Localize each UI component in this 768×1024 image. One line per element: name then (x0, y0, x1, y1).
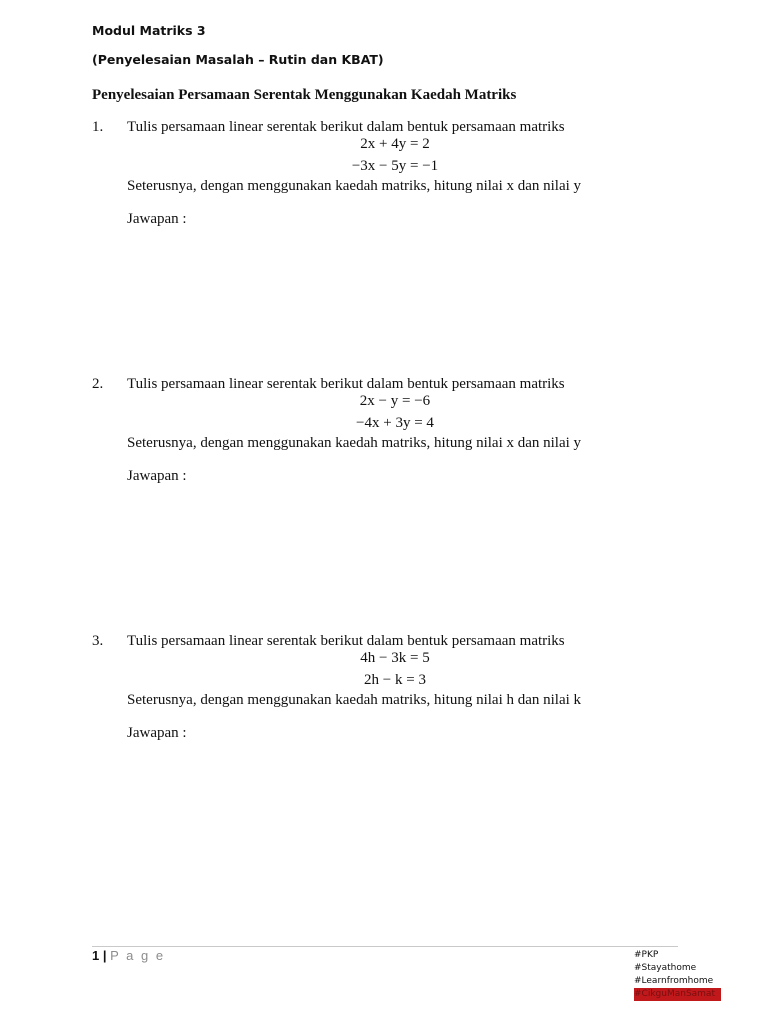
page-separator: | (102, 948, 107, 963)
question-followup: Seterusnya, dengan menggunakan kaedah matriks, hitung nilai x dan nilai y (127, 435, 582, 451)
hashtag: #PKP (634, 950, 659, 960)
equation-1: 2x − y = −6 (359, 393, 431, 409)
hashtag-list (634, 949, 721, 1001)
question-followup: Seterusnya, dengan menggunakan kaedah matriks, hitung nilai x dan nilai y (127, 178, 582, 194)
equation-2: −4x + 3y = 4 (356, 415, 434, 431)
question-number: 3. (92, 633, 104, 649)
answer-label: Jawapan : (127, 468, 187, 484)
module-subtitle: (Penyelesaian Masalah – Rutin dan KBAT) (92, 52, 384, 67)
hashtag: #Stayathome (634, 963, 697, 973)
equation-2: −3x − 5y = −1 (351, 158, 439, 174)
section-title: Penyelesaian Persamaan Serentak Menggunakan Kaedah Matriks (92, 87, 517, 103)
answer-label: Jawapan : (127, 211, 187, 227)
question-followup: Seterusnya, dengan menggunakan kaedah matriks, hitung nilai h dan nilai k (127, 692, 582, 708)
hashtag: #Learnfromhome (634, 976, 714, 986)
equation-1: 2x + 4y = 2 (360, 136, 430, 152)
equation-2: 2h − k = 3 (364, 672, 426, 688)
question-instruction: Tulis persamaan linear serentak berikut dalam bentuk persamaan matriks (127, 376, 565, 392)
equation-1: 4h − 3k = 5 (360, 650, 430, 666)
hashtag-highlighted: #CikguManSamat (634, 988, 721, 1001)
question-instruction: Tulis persamaan linear serentak berikut dalam bentuk persamaan matriks (127, 633, 565, 649)
question-number: 2. (92, 376, 104, 392)
footer-divider (92, 946, 678, 947)
answer-label: Jawapan : (127, 725, 187, 741)
page-label: P a g e (110, 948, 166, 963)
page-number (92, 948, 165, 963)
question-number: 1. (92, 119, 104, 135)
module-title: Modul Matriks 3 (92, 23, 206, 38)
question-instruction: Tulis persamaan linear serentak berikut dalam bentuk persamaan matriks (127, 119, 565, 135)
page-number-value: 1 (92, 948, 100, 963)
